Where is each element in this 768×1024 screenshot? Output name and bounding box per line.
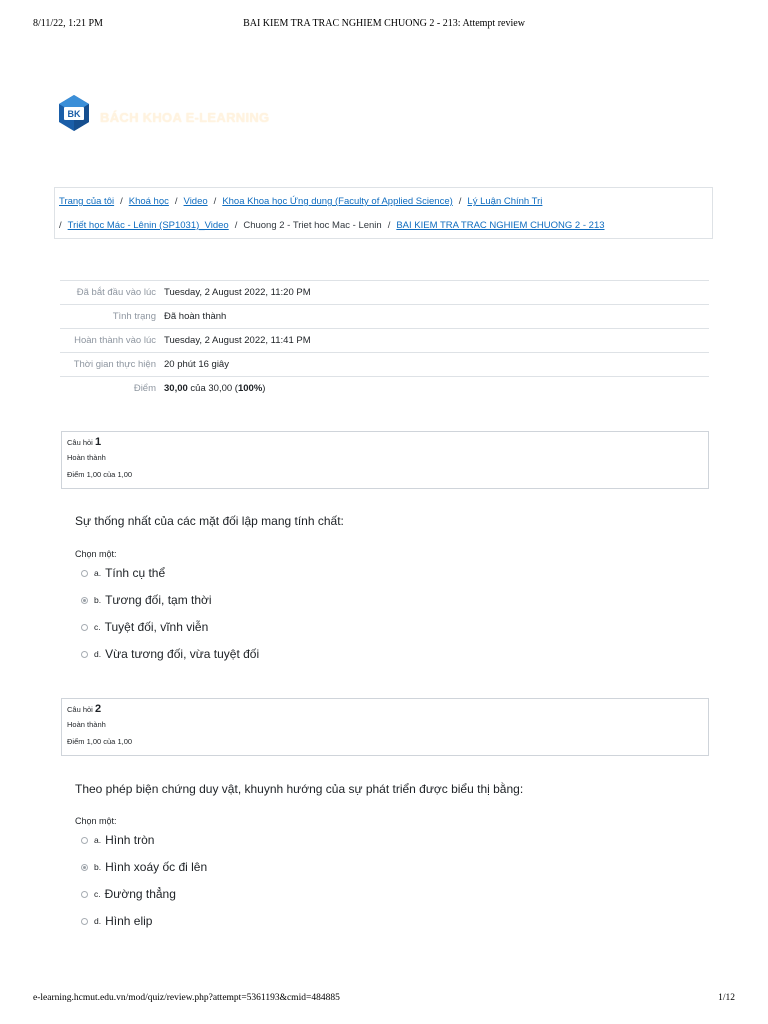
question-label-text: Câu hỏi [67,705,93,714]
option-text: Tuyệt đối, vĩnh viễn [104,620,209,634]
option-text: Đường thẳng [104,887,176,901]
option-letter: b. [94,595,102,605]
radio-checked-icon[interactable] [81,597,88,604]
summary-value-completed: Tuesday, 2 August 2022, 11:41 PM [164,335,311,346]
summary-row-completed [60,328,709,352]
option-text: Vừa tương đối, vừa tuyệt đối [105,647,260,661]
question-number: 2 [94,703,102,715]
radio-icon[interactable] [81,624,88,631]
question-grade: Điểm 1,00 của 1,00 [67,737,133,746]
breadcrumb-row-1 [59,196,542,207]
grade-close: ) [262,383,266,394]
logo-text: BK [67,109,81,119]
radio-checked-icon[interactable] [81,864,88,871]
option-text: Tương đối, tạm thời [105,593,212,607]
summary-row-time [60,352,709,376]
option-letter: a. [94,568,102,578]
brand-name[interactable]: BÁCH KHOA E-LEARNING [100,110,270,125]
summary-label-time: Thời gian thực hiện [73,359,156,370]
answer-option-2b[interactable] [81,859,207,875]
radio-icon[interactable] [81,891,88,898]
summary-value-state: Đã hoàn thành [164,311,227,322]
question-number-label [67,703,101,715]
summary-row-started [60,280,709,304]
answer-option-2d[interactable] [81,913,152,929]
breadcrumb-separator: / [458,196,462,207]
question-prompt-1: Chọn một: [75,549,117,559]
summary-row-grade [60,376,709,400]
option-text: Hình xoáy ốc đi lên [105,860,208,874]
breadcrumb-link-home[interactable]: Trang của tôi [59,196,115,207]
print-url: e-learning.hcmut.edu.vn/mod/quiz/review.php?attempt=5361193&cmid=484885 [33,993,340,1003]
summary-label-state: Tình trạng [112,311,156,322]
question-prompt-2: Chọn một: [75,816,117,826]
answer-option-2c[interactable] [81,886,176,902]
breadcrumb-separator: / [120,196,123,207]
question-state: Hoàn thành [67,453,106,462]
print-title: BAI KIEM TRA TRAC NGHIEM CHUONG 2 - 213: Attempt review [243,18,525,29]
breadcrumb-separator: / [387,220,391,231]
summary-label-grade: Điểm [133,383,156,394]
breadcrumb-link-faculty[interactable]: Khoa Khoa học Ứng dụng (Faculty of Applied Science) [222,196,453,207]
question-label-text: Câu hỏi [67,438,93,447]
question-info-2 [61,698,709,756]
summary-label-completed: Hoàn thành vào lúc [74,335,156,346]
option-letter: d. [94,649,102,659]
option-letter: a. [94,835,102,845]
breadcrumb-row-2 [59,220,605,231]
radio-icon[interactable] [81,837,88,844]
question-state: Hoàn thành [67,720,106,729]
print-page-number: 1/12 [718,993,735,1003]
radio-icon[interactable] [81,918,88,925]
option-text: Hình tròn [105,833,155,847]
question-info-1 [61,431,709,489]
radio-icon[interactable] [81,651,88,658]
breadcrumb-separator: / [174,196,178,207]
breadcrumb-link-course[interactable]: Triết học Mác - Lênin (SP1031)_Video [67,220,229,231]
question-text-1: Sự thống nhất của các mặt đối lập mang tính chất: [75,514,344,528]
option-letter: b. [94,862,102,872]
breadcrumb-link-courses[interactable]: Khoá học [128,196,169,207]
answer-option-1a[interactable] [81,565,165,581]
breadcrumb-separator: / [213,196,217,207]
grade-score: 30,00 [164,383,188,394]
breadcrumb-separator: / [59,220,62,231]
question-number-label [67,436,101,448]
summary-value-started: Tuesday, 2 August 2022, 11:20 PM [164,287,311,298]
breadcrumb-link-video[interactable]: Video [183,196,208,207]
breadcrumb-link-category[interactable]: Lý Luận Chính Trị [467,196,543,207]
question-grade: Điểm 1,00 của 1,00 [67,470,133,479]
question-number: 1 [94,436,102,448]
answer-option-1c[interactable] [81,619,208,635]
question-text-2: Theo phép biện chứng duy vật, khuynh hướng của sự phát triển được biểu thị bằng: [75,782,524,796]
summary-value-grade [156,377,265,400]
option-letter: c. [94,622,101,632]
summary-label-started: Đã bắt đầu vào lúc [76,287,156,298]
option-text: Hình elip [105,914,153,928]
breadcrumb-section: Chuong 2 - Triet hoc Mac - Lenin [243,220,382,231]
attempt-summary-table [60,280,709,400]
answer-option-1d[interactable] [81,646,259,662]
grade-of: của 30,00 ( [190,383,238,394]
answer-option-1b[interactable] [81,592,212,608]
print-date: 8/11/22, 1:21 PM [33,18,103,29]
option-letter: c. [94,889,101,899]
breadcrumb [54,187,713,239]
option-letter: d. [94,916,102,926]
option-text: Tính cụ thể [105,566,166,580]
breadcrumb-link-quiz[interactable]: BAI KIEM TRA TRAC NGHIEM CHUONG 2 - 213 [396,220,605,231]
summary-value-time: 20 phút 16 giây [164,359,229,370]
bk-logo-icon[interactable] [55,94,93,132]
summary-row-state [60,304,709,328]
answer-option-2a[interactable] [81,832,154,848]
breadcrumb-separator: / [234,220,238,231]
grade-percent: 100% [237,383,263,394]
radio-icon[interactable] [81,570,88,577]
